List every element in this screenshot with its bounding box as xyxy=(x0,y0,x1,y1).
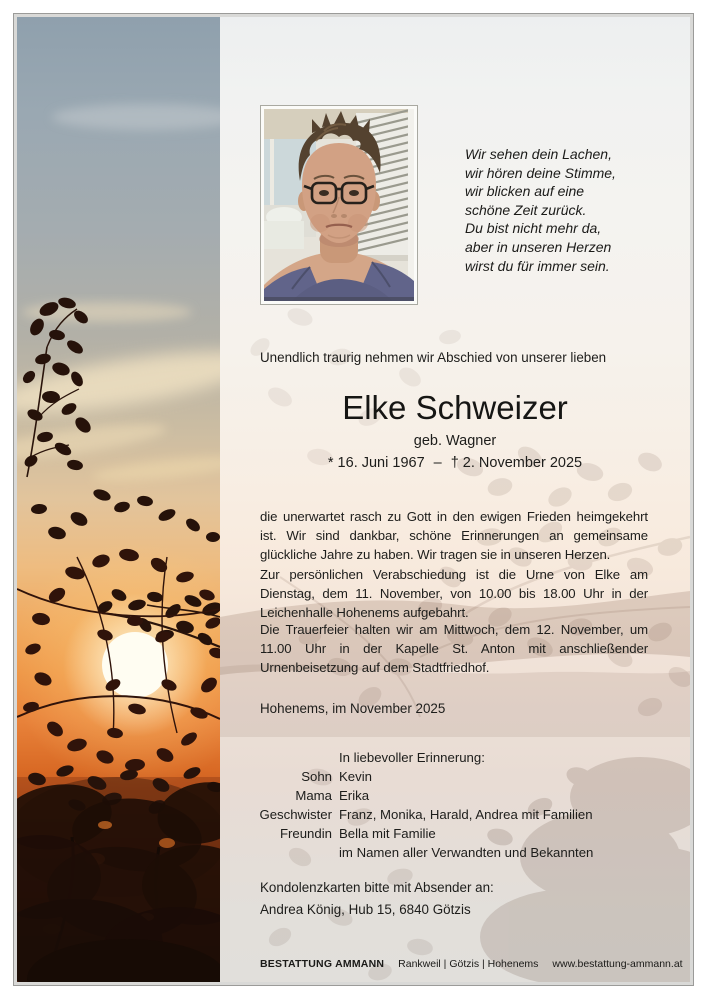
content-column xyxy=(220,17,690,982)
intro-line: Unendlich traurig nehmen wir Abschied von unserer lieben xyxy=(260,350,607,365)
card-content xyxy=(17,17,690,982)
family-value: Erika xyxy=(339,788,370,803)
poem-line: aber in unseren Herzen xyxy=(465,238,612,255)
family-label-spacer xyxy=(254,843,332,862)
brand-word-2: AMMANN xyxy=(335,958,385,970)
funeral-home-website: www.bestattung-ammann.at xyxy=(552,958,683,970)
poem-line: wir blicken auf eine xyxy=(465,183,585,200)
family-label-spacer xyxy=(254,748,332,767)
dates-dash: – xyxy=(433,455,442,471)
maiden-name: geb. Wagner xyxy=(413,433,497,449)
paragraph-funeral: Die Trauerfeier halten wir am Mittwoch, dem 12. November, um 11.00 Uhr in der Kapelle St. Anton mit anschließender Urnenbeisetzung auf dem Stadtfriedhof. xyxy=(260,622,648,675)
family-list xyxy=(254,748,593,862)
paragraph-viewing: Zur persönlichen Verabschiedung ist die Urne von Elke am Dienstag, dem 11. November, von 10.00 bis 18.00 Uhr in der Leichenhalle Hohenems aufgebahrt. xyxy=(260,567,648,620)
poem-line: wir hören deine Stimme, xyxy=(465,164,616,181)
family-label: Freundin xyxy=(279,826,332,841)
funeral-home-footer xyxy=(260,958,683,970)
condolence-address xyxy=(260,877,494,920)
family-value: Kevin xyxy=(339,769,372,784)
deceased-name: Elke Schweizer xyxy=(342,389,568,426)
condolence-line: Andrea König, Hub 15, 6840 Götzis xyxy=(260,901,471,917)
birth-date: * 16. Juni 1967 xyxy=(327,455,425,471)
family-value: Franz, Monika, Harald, Andrea mit Familien xyxy=(339,807,593,822)
funeral-home-brand xyxy=(260,958,384,970)
life-dates xyxy=(260,455,650,471)
poem-line: wirst du für immer sein. xyxy=(465,257,610,274)
place-date-line: Hohenems, im November 2025 xyxy=(260,701,446,716)
sunset-photo-strip xyxy=(17,17,220,982)
funeral-home-locations: Rankweil | Götzis | Hohenems xyxy=(398,958,539,970)
brand-word-1: BESTATTUNG xyxy=(260,958,333,970)
family-value: Bella mit Familie xyxy=(339,826,436,841)
death-date: † 2. November 2025 xyxy=(450,455,583,471)
poem-line: schöne Zeit zurück. xyxy=(465,201,587,218)
family-label: Mama xyxy=(295,788,332,803)
family-label: Sohn xyxy=(301,769,332,784)
portrait-photo xyxy=(260,105,418,305)
paragraph-farewell: die unerwartet rasch zu Gott in den ewigen Frieden heimgekehrt ist. Wir sind dankbar, schöne Erinnerungen an gemeinsame glückliche Jahre zu haben. Wir tragen sie in unseren Herzen. xyxy=(260,509,648,562)
poem-line: Du bist nicht mehr da, xyxy=(465,220,602,237)
memorial-poem xyxy=(465,145,616,275)
card-frame xyxy=(13,13,694,986)
family-heading: In liebevoller Erinnerung: xyxy=(339,750,485,765)
sunset-photo-art xyxy=(17,17,220,982)
family-closing: im Namen aller Verwandten und Bekannten xyxy=(339,845,594,860)
portrait-art xyxy=(264,109,414,301)
family-label: Geschwister xyxy=(259,807,332,822)
condolence-line: Kondolenzkarten bitte mit Absender an: xyxy=(260,880,494,895)
poem-line: Wir sehen dein Lachen, xyxy=(465,146,612,162)
